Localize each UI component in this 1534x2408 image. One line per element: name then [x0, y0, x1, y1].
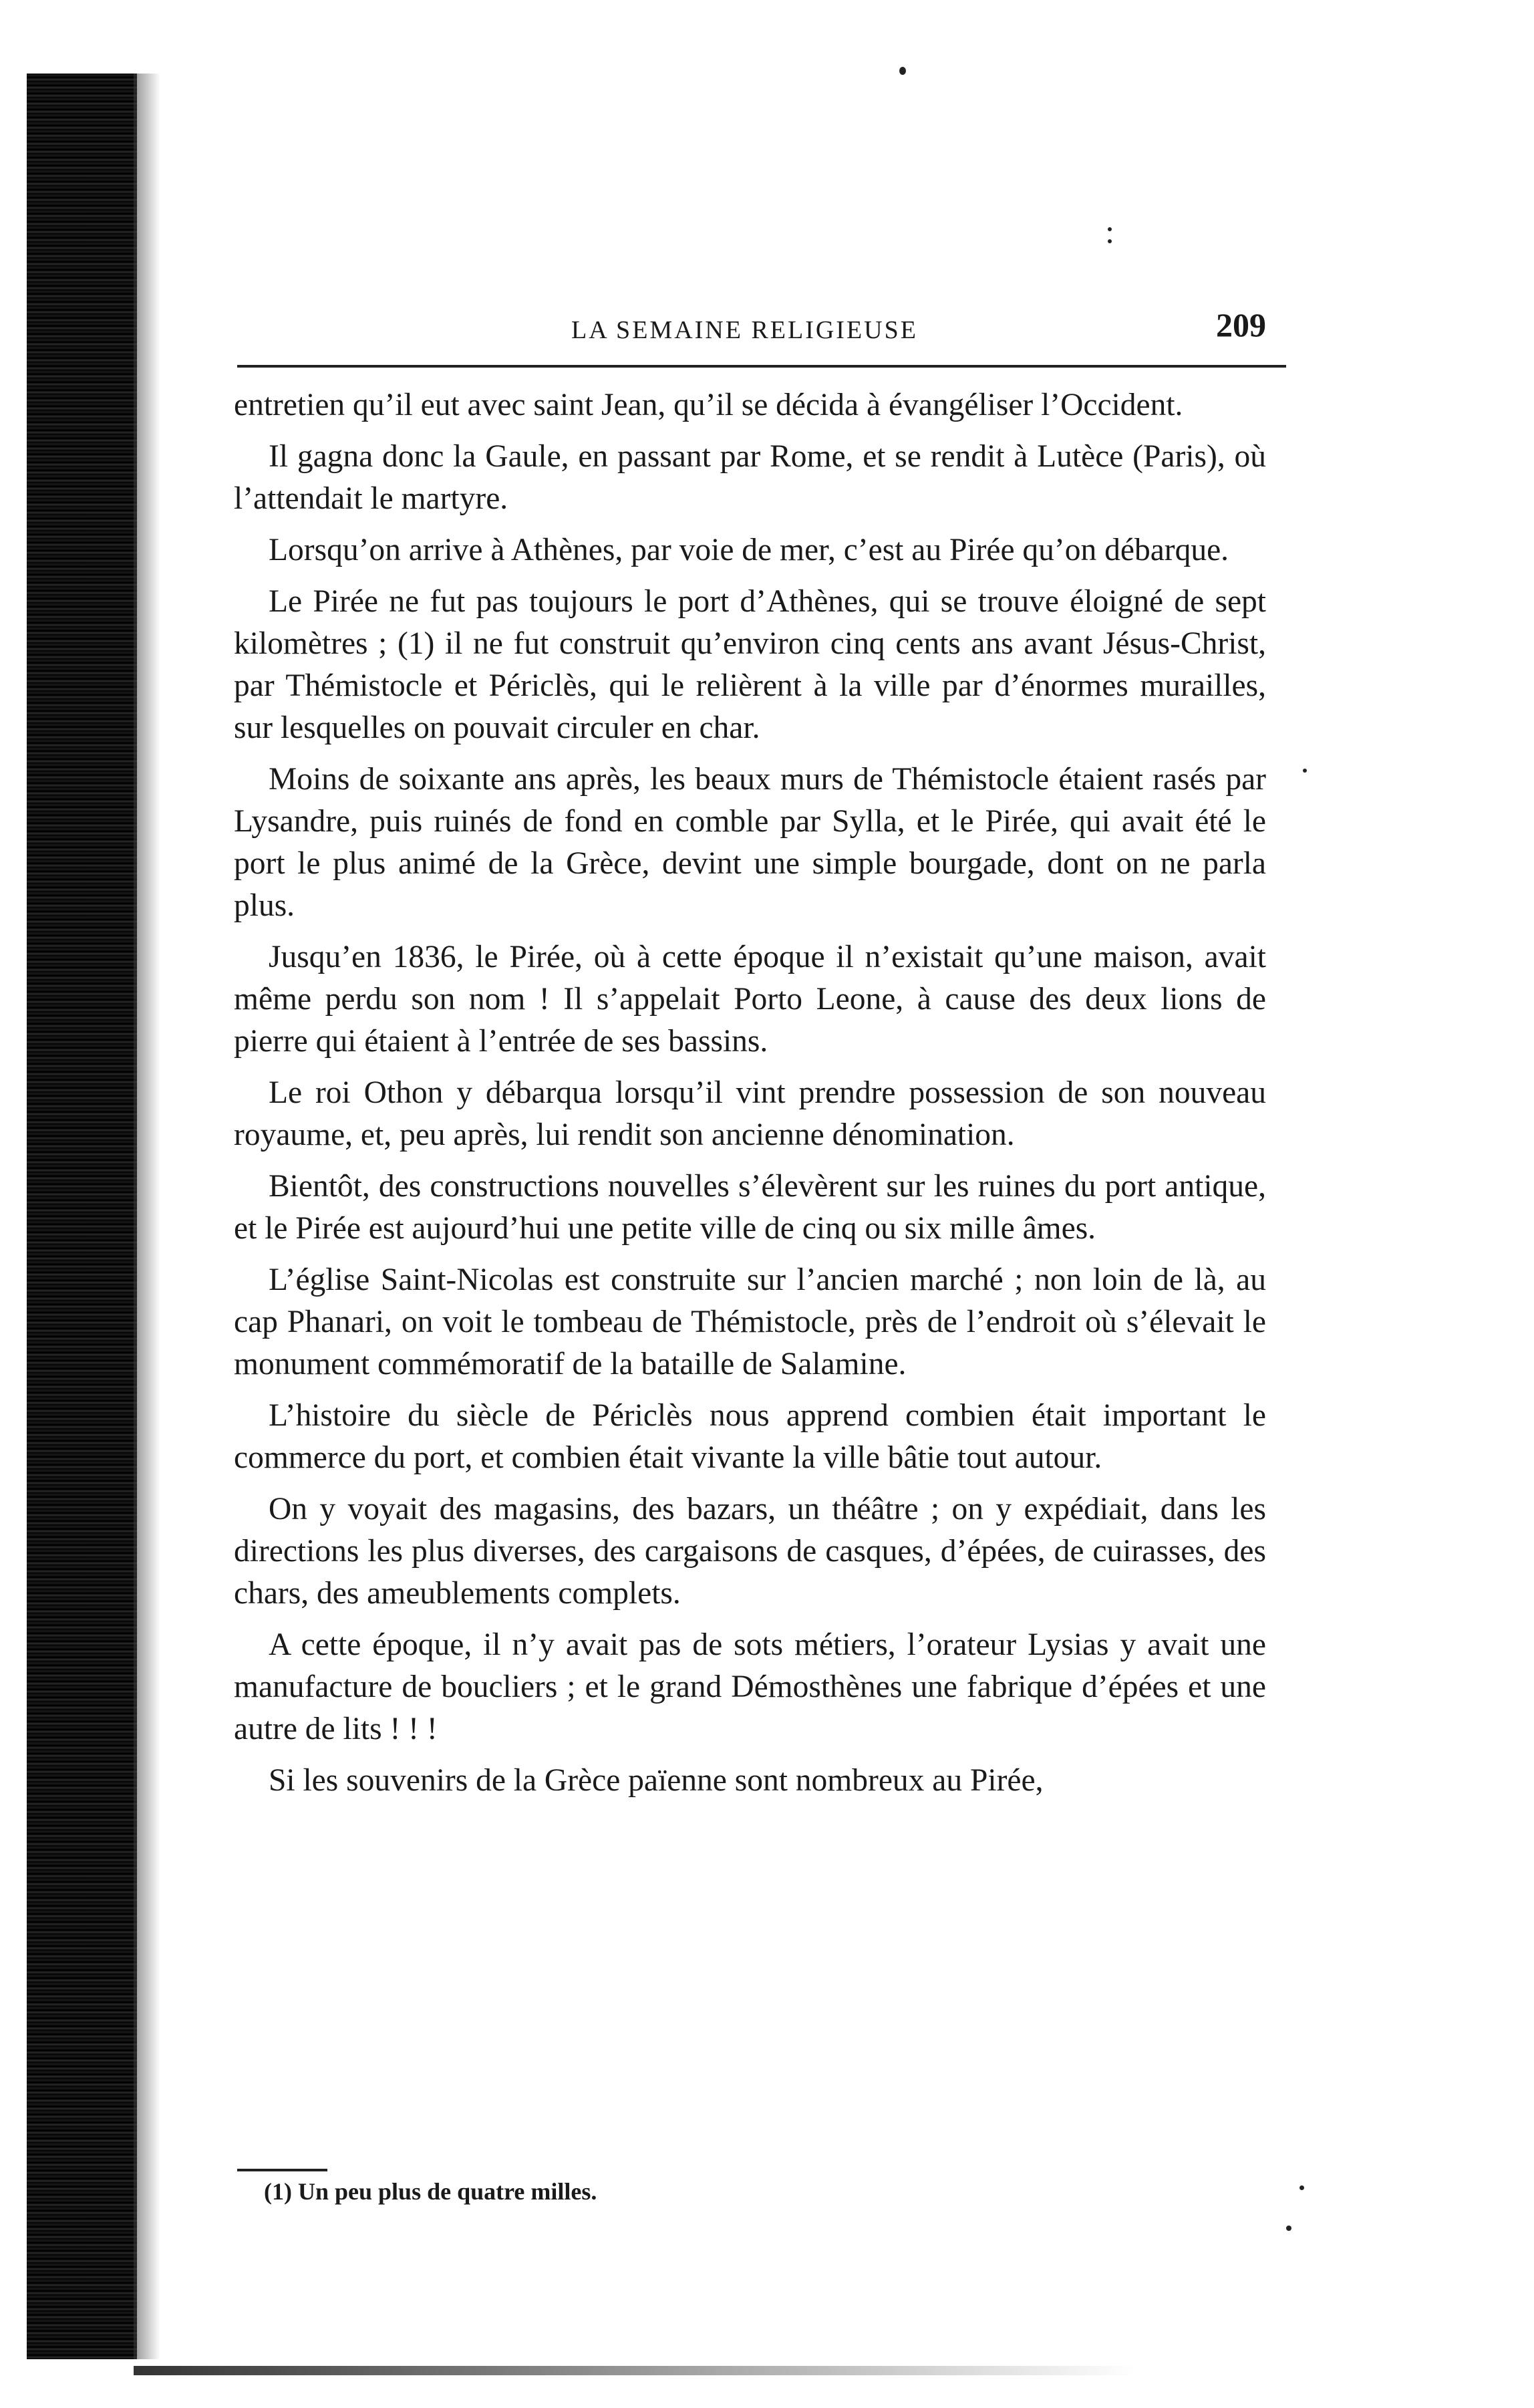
paragraph: Lorsqu’on arrive à Athènes, par voie de mer, c’est au Pirée qu’on débarque. [269, 533, 1229, 567]
scan-speck [1108, 227, 1112, 231]
paragraph: A cette époque, il n’y avait pas de sots métiers, l’orateur Lysias y avait une manufacture de boucliers ; et le grand Démosthènes une fabrique d’épées et une autre de lits ! ! ! [234, 1627, 1266, 1746]
page-header [237, 302, 1286, 356]
paragraph: Moins de soixante ans après, les beaux murs de Thémistocle étaient rasés par Lysandre, puis ruinés de fond en comble par Sylla, et le Pirée, qui avait été le port le plus animé de la Grèce, devint une simple bourgade, dont on ne parla plus. [234, 762, 1266, 923]
paragraph: On y voyait des magasins, des bazars, un théâtre ; on y expédiait, dans les directions les plus diverses, des cargaisons de casques, d’épées, de cuirasses, des chars, des ameublements complets. [234, 1492, 1266, 1611]
scan-speck [1286, 2226, 1291, 2231]
binding-shadow [27, 74, 137, 2359]
scan-speck [1299, 2185, 1304, 2190]
header-rule [237, 365, 1286, 368]
paragraph: Jusqu’en 1836, le Pirée, où à cette époque il n’existait qu’une maison, avait même perdu son nom ! Il s’appelait Porto Leone, à cause des deux lions de pierre qui étaient à l’entrée de ses bassins. [234, 940, 1266, 1059]
scan-artifact-bottom [134, 2366, 1136, 2375]
binding-shadow-fade [134, 74, 160, 2359]
footnote-rule [237, 2169, 327, 2171]
paragraph: L’église Saint-Nicolas est construite sur l’ancien marché ; non loin de là, au cap Phanari, on voit le tombeau de Thémistocle, près de l’endroit où s’élevait le monument commémoratif de la bataille de Salamine. [234, 1262, 1266, 1381]
running-title: LA SEMAINE RELIGIEUSE [571, 316, 918, 344]
paragraph: Il gagna donc la Gaule, en passant par Rome, et se rendit à Lutèce (Paris), où l’attendait le martyre. [234, 439, 1266, 516]
paragraph: Bientôt, des constructions nouvelles s’élevèrent sur les ruines du port antique, et le Pirée est aujourd’hui une petite ville de cinq ou six mille âmes. [234, 1169, 1266, 1246]
paragraph: entretien qu’il eut avec saint Jean, qu’il se décida à évangéliser l’Occident. [234, 388, 1183, 422]
scan-speck [1108, 239, 1112, 243]
body-text [234, 384, 1266, 1802]
scan-speck [899, 67, 906, 75]
scan-speck [1303, 769, 1307, 773]
paragraph: Le roi Othon y débarqua lorsqu’il vint prendre possession de son nouveau royaume, et, peu après, lui rendit son ancienne dénomination. [234, 1075, 1266, 1152]
paragraph: Le Pirée ne fut pas toujours le port d’Athènes, qui se trouve éloigné de sept kilomètres ; (1) il ne fut construit qu’environ cinq cents ans avant Jésus-Christ, par Thémistocle et Périclès, qui le relièrent à la ville par d’énormes murailles, sur lesquelles on pouvait circuler en char. [234, 584, 1266, 745]
paragraph: L’histoire du siècle de Périclès nous apprend combien était important le commerce du port, et combien était vivante la ville bâtie tout autour. [234, 1398, 1266, 1475]
paragraph: Si les souvenirs de la Grèce païenne sont nombreux au Pirée, [269, 1763, 1044, 1798]
footnote: (1) Un peu plus de quatre milles. [264, 2178, 597, 2205]
page-number: 209 [1216, 306, 1266, 344]
